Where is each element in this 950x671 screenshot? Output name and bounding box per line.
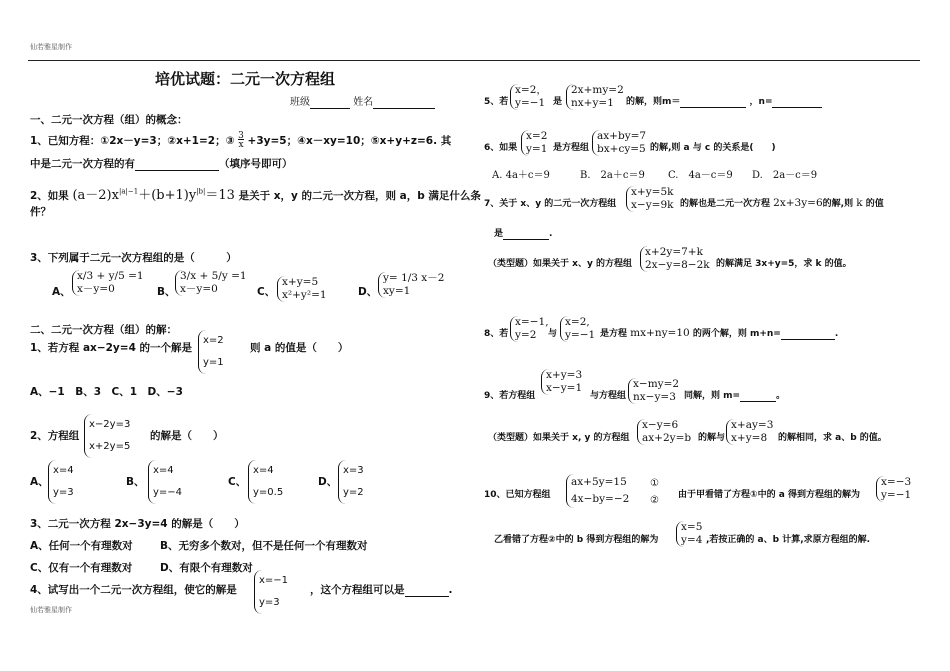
s4-solution <box>254 570 288 614</box>
s2-stem: 2、方程组 <box>30 430 80 442</box>
s4-answer-blank[interactable] <box>405 584 449 597</box>
s2-option-d[interactable] <box>338 460 364 504</box>
r8-label: 8、若 <box>484 329 509 339</box>
q3-option-b[interactable] <box>175 270 247 296</box>
r9-type-system-2-eq2: x+y=8 <box>731 432 768 444</box>
q3-stem: 3、下列属于二元一次方程组的是（ ） <box>30 252 237 264</box>
r7-text-c: 的解,则 <box>822 199 854 209</box>
q1-text-d: （填序号即可） <box>219 158 293 170</box>
r8-solution-2 <box>560 316 595 342</box>
s2-option-a-x: x=4 <box>53 465 74 476</box>
r7-system <box>626 186 674 212</box>
s1-stem: 1、若方程 ax−2y=4 的一个解是 <box>30 342 193 354</box>
r6-option-d[interactable]: D. 2a－c＝9 <box>752 170 818 181</box>
r9-answer-blank[interactable] <box>740 391 776 402</box>
r9-tail: 同解，则 m= 。 <box>684 391 786 401</box>
r9-type-stem: （类型题）如果关于 x, y 的方程组 <box>488 433 630 443</box>
q3-option-a-eq1: x/3 + y/5 =1 <box>77 270 144 282</box>
r6-solution <box>521 130 547 156</box>
q2-line2: 件？ <box>30 206 51 218</box>
r8-solution-2-y: y=−1 <box>565 329 596 341</box>
q2-line1 <box>30 184 481 203</box>
s2-option-c-y: y=0.5 <box>253 487 284 498</box>
q2-text-b: 是关于 x，y 的二元一次方程，则 a，b 满足什么条 <box>238 190 481 202</box>
q2-equation: $(a-2)x^{|a|-1}+(b+1)y^{|b|}=13$ <box>72 187 235 203</box>
r7-eq1: x+y=5k <box>631 186 674 198</box>
r7-equation: 2x+3y=6 <box>773 197 823 209</box>
s4-tail: ，这个方程组可以是 . <box>310 584 453 596</box>
r10-eq2: 4x−by=−2 <box>571 493 630 505</box>
name-blank[interactable] <box>373 97 435 109</box>
s2-eq2: x+2y=5 <box>89 441 131 452</box>
q1-text-c: 中是二元一次方程的有 <box>30 158 135 170</box>
r10-solution-2 <box>676 521 702 547</box>
s2-eq1: x−2y=3 <box>89 419 131 430</box>
q3-option-b-label: B、 <box>157 286 176 298</box>
r6-is: 是方程组 <box>553 143 590 153</box>
r10-solution-2-x: x=5 <box>681 521 703 533</box>
r7-eq2: x−y=9k <box>631 199 674 211</box>
r10-solution-1-y: y=−1 <box>881 489 912 501</box>
r6-system <box>592 130 646 156</box>
s2-option-d-label: D、 <box>318 476 338 488</box>
s4-text-b: ，这个方程组可以是 <box>310 584 405 596</box>
r9-system-2 <box>628 378 679 404</box>
r7-answer-blank[interactable] <box>503 229 549 240</box>
s2-option-c-x: x=4 <box>253 465 274 476</box>
s2-question: 的解是（ ） <box>150 430 224 442</box>
r10-eq-markers <box>650 475 659 509</box>
s2-option-b-x: x=4 <box>153 465 174 476</box>
r10-marker-1: ① <box>650 478 659 489</box>
q3-option-c-label: C、 <box>257 286 276 298</box>
r6-question: 的解,则 a 与 c 的关系是( ) <box>650 143 776 153</box>
s2-option-d-y: y=2 <box>343 487 364 498</box>
s2-option-b-label: B、 <box>126 476 145 488</box>
q1-fraction: 3 x <box>238 131 244 150</box>
r9-system-1-eq2: x−y=1 <box>546 382 583 394</box>
r8-solution-1-y: y=2 <box>515 329 537 341</box>
s1-solution <box>198 330 224 374</box>
r6-solution-x: x=2 <box>526 130 548 142</box>
s3-option-b[interactable]: B、无穷多个数对，但不是任何一个有理数对 <box>160 540 368 552</box>
r8-equation: mx+ny=10 <box>630 327 690 339</box>
r10-part-1: 由于甲看错了方程①中的 a 得到方程组的解为 <box>678 490 860 500</box>
r9-type-system-1 <box>637 419 691 445</box>
r10-part-3: ,若按正确的 a、b 计算,求原方程组的解. <box>706 535 871 545</box>
r10-solution-1 <box>876 476 911 502</box>
footer-watermark: 仙若雅星制作 <box>30 606 72 614</box>
q2-text-a: 2、如果 <box>30 190 69 202</box>
s2-option-a-y: y=3 <box>53 487 74 498</box>
r9-system-1-eq1: x+y=3 <box>546 369 583 381</box>
q1-line2 <box>30 156 293 171</box>
r5-solution-y: y=−1 <box>515 97 546 109</box>
s2-option-b[interactable] <box>148 460 182 504</box>
r5-solution-x: x=2， <box>515 84 547 96</box>
r6-label: 6、如果 <box>484 143 518 153</box>
r10-marker-2: ② <box>650 495 659 506</box>
q3-option-c-eq1: x+y=5 <box>282 276 319 288</box>
s2-option-a-label: A、 <box>30 476 49 488</box>
r5-system <box>566 84 624 110</box>
s2-system <box>84 414 130 458</box>
q3-option-d-eq2: xy=1 <box>383 285 411 297</box>
header-watermark: 仙若雅星制作 <box>30 43 72 51</box>
r7-tail <box>680 196 884 209</box>
r6-option-c[interactable]: C. 4a－c＝9 <box>668 170 733 181</box>
s1-solution-y: y=1 <box>203 357 224 368</box>
s2-option-c-label: C、 <box>228 476 247 488</box>
r8-solution-2-x: x=2, <box>565 316 590 328</box>
s3-option-a[interactable]: A、任何一个有理数对 <box>30 540 133 552</box>
s4-stem: 4、试写出一个二元一次方程组，使它的解是 <box>30 584 237 596</box>
r5-eq2: nx+y=1 <box>571 97 614 109</box>
r7-type-system <box>640 246 710 272</box>
r5-tail <box>626 94 822 108</box>
q1-text-b: +3y=5；④x－xy=10；⑤x+y+z=6. 其 <box>247 135 452 147</box>
s1-question: 则 a 的值是（ ） <box>250 342 349 354</box>
r9-type-system-1-eq1: x−y=6 <box>642 419 679 431</box>
q1-answer-blank[interactable] <box>135 158 219 171</box>
r7-type-stem: （类型题）如果关于 x、y 的方程组 <box>488 259 632 269</box>
r8-solution-1-x: x=−1, <box>515 316 549 328</box>
r8-and: 与 <box>548 329 558 339</box>
r7-line2: 是 . <box>494 229 553 239</box>
s2-option-c[interactable] <box>248 460 283 504</box>
r8-text-d: 的两个解，则 m+n= <box>692 329 781 339</box>
r7-type-eq1: x+2y=7+k <box>645 246 703 258</box>
s2-option-b-y: y=−4 <box>153 487 183 498</box>
r7-text-d: 的值 <box>865 199 884 209</box>
r5-label: 5、若 <box>484 97 509 107</box>
r7-type-eq2: 2x−y=8−2k <box>645 259 710 271</box>
r9-system-2-eq2: nx−y=3 <box>633 391 676 403</box>
r9-type-system-2 <box>726 419 773 445</box>
r9-type-with: 的解与 <box>698 433 726 443</box>
q3-option-d-label: D、 <box>358 286 378 298</box>
r5-solution <box>510 84 547 110</box>
r7-type-question: 的解满足 3x+y=5，求 k 的值。 <box>716 259 852 269</box>
r6-solution-y: y=1 <box>526 143 548 155</box>
q3-option-c-eq2: x²+y²=1 <box>282 289 327 301</box>
r7-text-e: 是 <box>494 229 504 239</box>
s1-solution-x: x=2 <box>203 335 224 346</box>
class-blank[interactable] <box>310 97 350 109</box>
r10-system <box>566 474 629 508</box>
name-label: 姓名 <box>353 97 374 108</box>
r5-n-blank[interactable] <box>772 97 822 108</box>
r7-k: k <box>856 197 863 209</box>
q3-option-b-eq1: 3/x + 5/y =1 <box>180 270 247 282</box>
class-label: 班级 <box>290 97 310 108</box>
r10-label: 10、已知方程组 <box>484 490 551 500</box>
r8-answer-blank[interactable] <box>781 329 835 340</box>
s4-solution-x: x=−1 <box>259 575 289 586</box>
q1-text-a: 1、已知方程：①2x－y=3；②x+1=2；③ <box>30 135 235 147</box>
section-2-heading: 二、二元一次方程（组）的解： <box>30 324 177 336</box>
r8-solution-1 <box>510 316 549 342</box>
s3-stem: 3、二元一次方程 2x−3y=4 的解是（ ） <box>30 518 245 530</box>
r5-text-m: 的解，则m＝ <box>626 97 681 107</box>
r6-eq2: bx+cy=5 <box>597 143 646 155</box>
r9-type-system-1-eq2: ax+2y=b <box>642 432 692 444</box>
r10-solution-1-x: x=−3 <box>881 476 912 488</box>
s3-option-c[interactable]: C、仅有一个有理数对 <box>30 562 133 574</box>
r5-text-n: ，n= <box>749 97 773 107</box>
q3-option-c[interactable] <box>277 276 327 302</box>
r10-eq1: ax+5y=15 <box>571 476 627 488</box>
r7-label: 7、关于 x、y 的二元一次方程组 <box>484 199 617 209</box>
r5-is: 是 <box>553 97 563 107</box>
q3-option-a-eq2: x－y=0 <box>77 283 115 295</box>
r9-label: 9、若方程组 <box>484 391 536 401</box>
r6-eq1: ax+by=7 <box>597 130 647 142</box>
r9-system-1 <box>541 369 582 395</box>
page-title: 培优试题：二元一次方程组 <box>155 70 336 88</box>
s4-solution-y: y=3 <box>259 597 280 608</box>
header-rule <box>28 60 920 61</box>
r8-text-c: 是方程 <box>600 329 628 339</box>
r10-part-2: 乙看错了方程②中的 b 得到方程组的解为 <box>494 535 659 545</box>
q3-option-a[interactable] <box>72 270 144 296</box>
s1-options[interactable]: A、−1 B、3 C、1 D、−3 <box>30 386 183 398</box>
s3-option-d[interactable]: D、有限个有理数对 <box>160 562 253 574</box>
r9-type-system-2-eq1: x+ay=3 <box>731 419 774 431</box>
r9-text-c: 同解，则 m= <box>684 391 741 401</box>
r5-m-blank[interactable] <box>680 97 746 108</box>
q1-line1 <box>30 132 451 150</box>
r10-solution-2-y: y=4 <box>681 534 703 546</box>
section-1-heading: 一、二元一次方程（组）的概念： <box>30 114 188 126</box>
r6-option-a[interactable]: A. 4a＋c＝9 <box>492 170 550 181</box>
s2-option-d-x: x=3 <box>343 465 364 476</box>
q3-option-a-label: A、 <box>52 286 71 298</box>
r5-eq1: 2x+my=2 <box>571 84 624 96</box>
class-field[interactable] <box>290 93 435 109</box>
r9-system-2-eq1: x−my=2 <box>633 378 680 390</box>
q3-option-d[interactable] <box>378 272 444 298</box>
r7-text-b: 的解也是二元一次方程 <box>680 199 771 209</box>
r8-tail: 是方程 mx+ny=10 的两个解，则 m+n= . <box>600 327 839 339</box>
s2-option-a[interactable] <box>48 460 74 504</box>
q3-option-b-eq2: x－y=0 <box>180 283 218 295</box>
r9-with: 与方程组 <box>590 391 627 401</box>
r9-type-question: 的解相同，求 a、b 的值。 <box>778 433 887 443</box>
q3-option-d-eq1: y= 1/3 x－2 <box>383 272 445 284</box>
r6-option-b[interactable]: B. 2a＋c＝9 <box>580 170 645 181</box>
